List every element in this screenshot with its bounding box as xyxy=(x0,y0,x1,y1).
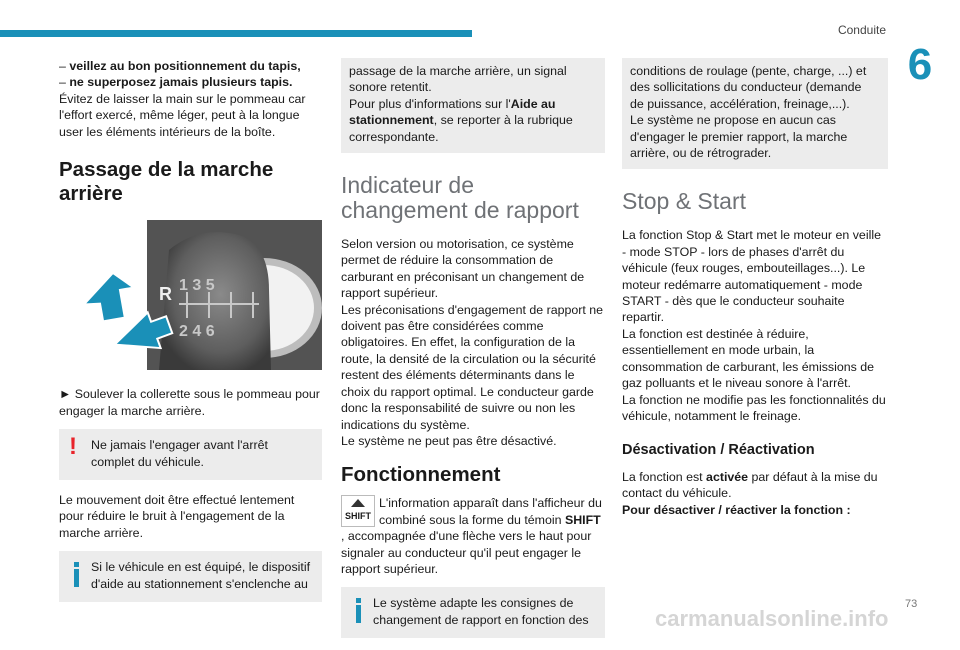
gear-bottom-label: 2 4 6 xyxy=(179,323,215,341)
paragraph: Le système ne peut pas être désactivé. xyxy=(341,433,557,448)
info-text: Le système adapte les consignes de changement de rapport en fonction des xyxy=(373,596,589,627)
paragraph: , accompagnée d'une flèche vers le haut pour signaler au conducteur qu'il peut engager le rapport supérieur. xyxy=(341,529,592,576)
paragraph: Les préconisations d'engagement de rapport ne doivent pas être considérées comme obligatoires. En effet, la configuration de la route, la densité de la circulation ou la sécurité restent des éléments déterminants dans le choix du rapport optimal. Le conducteur garde donc la responsabilité de suivre ou non les indications du système. xyxy=(341,302,604,432)
paragraph: La fonction est destinée à réduire, essentiellement en mode urbain, la consommation de carburant, les émissions de gaz polluants et le niveau sonore à l'arrêt. xyxy=(622,326,875,391)
paragraph: La fonction ne modifie pas les fonctionnalités du véhicule, notamment le freinage. xyxy=(622,392,886,423)
info-icon xyxy=(356,598,361,624)
heading-reverse-gear: Passage de la marche arrière xyxy=(59,158,274,206)
page-number: 73 xyxy=(905,598,918,610)
info-note xyxy=(341,587,605,638)
paragraph: Évitez de laisser la main sur le pommeau car l'effort exercé, même léger, peut à la longue user les éléments intérieurs de la boîte. xyxy=(59,91,306,139)
gear-reverse-label: R xyxy=(159,284,172,305)
header-accent-bar xyxy=(0,30,472,37)
paragraph: Le mouvement doit être effectué lentement pour réduire le bruit à l'engagement de la marche arrière. xyxy=(59,493,295,540)
info-note-continued: passage de la marche arrière, un signal sonore retentit. Pour plus d'informations sur l'Aide au stationnement, se reporter à la rubrique correspondante. xyxy=(341,58,605,153)
info-note-continued: conditions de roulage (pente, charge, ...) et des sollicitations du conducteur (demande de puissance, accélération, freinage,...). Le système ne propose en aucun cas d'engager le premier rapport, la marche arrière, ou de rétrograder. xyxy=(622,58,888,169)
column-2 xyxy=(341,58,605,650)
arrow-up-icon xyxy=(79,270,138,324)
info-note xyxy=(59,551,322,602)
warning-note xyxy=(59,429,322,480)
paragraph: La fonction Stop & Start met le moteur en veille - mode STOP - lors de phases d'arrêt du véhicule (feux rouges, embouteillages...). Le moteur redémarre automatiquement - mode START - dès que le conducteur souhaite repartir. xyxy=(622,228,881,325)
paragraph: Selon version ou motorisation, ce système permet de réduire la consommation de carburant en préconisant un changement de rapport supérieur. xyxy=(341,237,585,301)
paragraph: Pour désactiver / réactiver la fonction : xyxy=(622,502,851,517)
column-1 xyxy=(59,58,322,614)
watermark: carmanualsonline.info xyxy=(655,606,889,631)
warning-icon: ! xyxy=(69,433,77,461)
column-3 xyxy=(622,58,888,518)
chapter-number: 6 xyxy=(907,40,933,89)
paragraph: La fonction est activée par défaut à la mise du contact du véhicule. xyxy=(622,469,878,501)
shift-indicator-icon: SHIFT xyxy=(341,495,375,527)
bullet-1: – veillez au bon positionnement du tapis, xyxy=(59,59,301,73)
heading-gear-shift-indicator: Indicateur de changement de rapport xyxy=(341,172,579,224)
info-icon xyxy=(74,562,79,588)
shift-paragraph: SHIFT L'information apparaît dans l'afficheur du combiné sous la forme du témoin SHIFT xyxy=(341,495,605,528)
gear-top-label: 1 3 5 xyxy=(179,277,215,295)
heading-operation: Fonctionnement xyxy=(341,463,501,487)
instruction: ► Soulever la collerette sous le pommeau pour engager la marche arrière. xyxy=(59,387,320,418)
bullet-2: – ne superposez jamais plusieurs tapis. xyxy=(59,75,293,90)
heading-deactivation: Désactivation / Réactivation xyxy=(622,442,815,459)
info-text: Si le véhicule en est équipé, le dispositif d'aide au stationnement s'enclenche au xyxy=(91,560,311,591)
gear-lever-illustration xyxy=(59,220,322,374)
warning-text: Ne jamais l'engager avant l'arrêt complet du véhicule. xyxy=(91,438,268,469)
section-title: Conduite xyxy=(837,23,886,37)
heading-stop-start: Stop & Start xyxy=(622,188,747,215)
